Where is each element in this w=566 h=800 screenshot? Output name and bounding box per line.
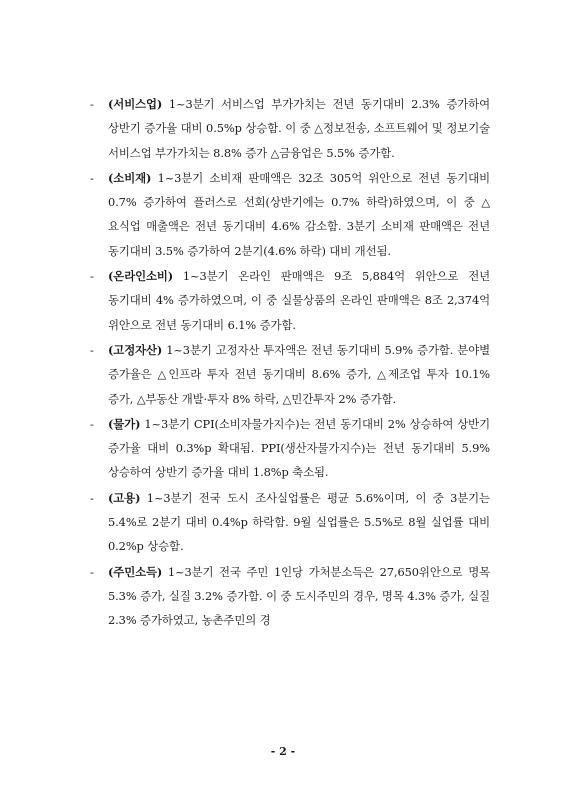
paragraph-employment: [90, 486, 490, 559]
paragraph-text: 1~3분기 전국 도시 조사실업률은 평균 5.6%이며, 이 중 3분기는 5.4%로 2분기 대비 0.4%p 하락함. 9월 실업률은 5.5%로 8월 실업률 대비 0.2%p 상승함.: [108, 490, 490, 554]
section-heading: (소비재): [108, 170, 152, 185]
document-body: [90, 92, 490, 634]
paragraph-text: 1~3분기 소비재 판매액은 32조 305억 위안으로 전년 동기대비 0.7% 증가하여 플러스로 선회(상반기에는 0.7% 하락)하였으며, 이 중 △요식업 매출액은 전년 동기대비 4.6% 감소함. 3분기 소비재 판매액은 전년 동기대비 3.5% 증가하여 2분기(4.6% 하락) 대비 개선됨.: [108, 170, 490, 258]
paragraph-resident-income: [90, 560, 490, 633]
bullet-dash: -: [90, 490, 94, 505]
bullet-dash: -: [90, 170, 94, 185]
paragraph-prices: [90, 412, 490, 485]
section-heading: (고정자산): [108, 342, 163, 357]
bullet-dash: -: [90, 564, 94, 579]
paragraph-text: 1~3분기 온라인 판매액은 9조 5,884억 위안으로 전년 동기대비 4% 증가하였으며, 이 중 실물상품의 온라인 판매액은 8조 2,374억 위안으로 전년 동기대비 6.1% 증가함.: [108, 269, 490, 332]
paragraph-text: 1~3분기 CPI(소비자물가지수)는 전년 동기대비 2% 상승하여 상반기 증가율 대비 0.3%p 확대됨. PPI(생산자물가지수)는 전년 동기대비 5.9% 상승하여 상반기 증가율 대비 1.8%p 축소됨.: [108, 416, 490, 480]
section-heading: (온라인소비): [108, 269, 174, 284]
paragraph-online-consumption: [90, 264, 490, 337]
paragraph-text: 1~3분기 고정자산 투자액은 전년 동기대비 5.9% 증가함. 분야별 증가율은 △인프라 투자 전년 동기대비 8.6% 증가, △제조업 투자 10.1% 증가, △부동산 개발·투자 8% 하락, △민간투자 2% 증가함.: [108, 342, 490, 406]
section-heading: (고용): [108, 490, 141, 505]
bullet-dash: -: [90, 269, 94, 284]
bullet-dash: -: [90, 416, 94, 431]
bullet-dash: -: [90, 97, 94, 111]
bullet-dash: -: [90, 342, 94, 357]
paragraph-text: 1~3분기 전국 주민 1인당 가처분소득은 27,650위안으로 명목 5.3% 증가, 실질 3.2% 증가함. 이 중 도시주민의 경우, 명목 4.3% 증가, 실질 2.3% 증가하였고, 농촌주민의 경: [108, 564, 490, 628]
paragraph-fixed-assets: [90, 338, 490, 411]
paragraph-consumer-goods: [90, 166, 490, 263]
page-number: - 2 -: [270, 745, 296, 758]
section-heading: (서비스업): [108, 97, 163, 111]
section-heading: (물가): [108, 416, 141, 431]
section-heading: (주민소득): [108, 564, 163, 579]
paragraph-service-industry: [90, 92, 490, 165]
paragraph-text: 1~3분기 서비스업 부가가치는 전년 동기대비 2.3% 증가하여 상반기 증가율 대비 0.5%p 상승함. 이 중 △정보전송, 소프트웨어 및 정보기술 서비스업 부가가치는 8.8% 증가 △금융업은 5.5% 증가함.: [108, 97, 490, 160]
